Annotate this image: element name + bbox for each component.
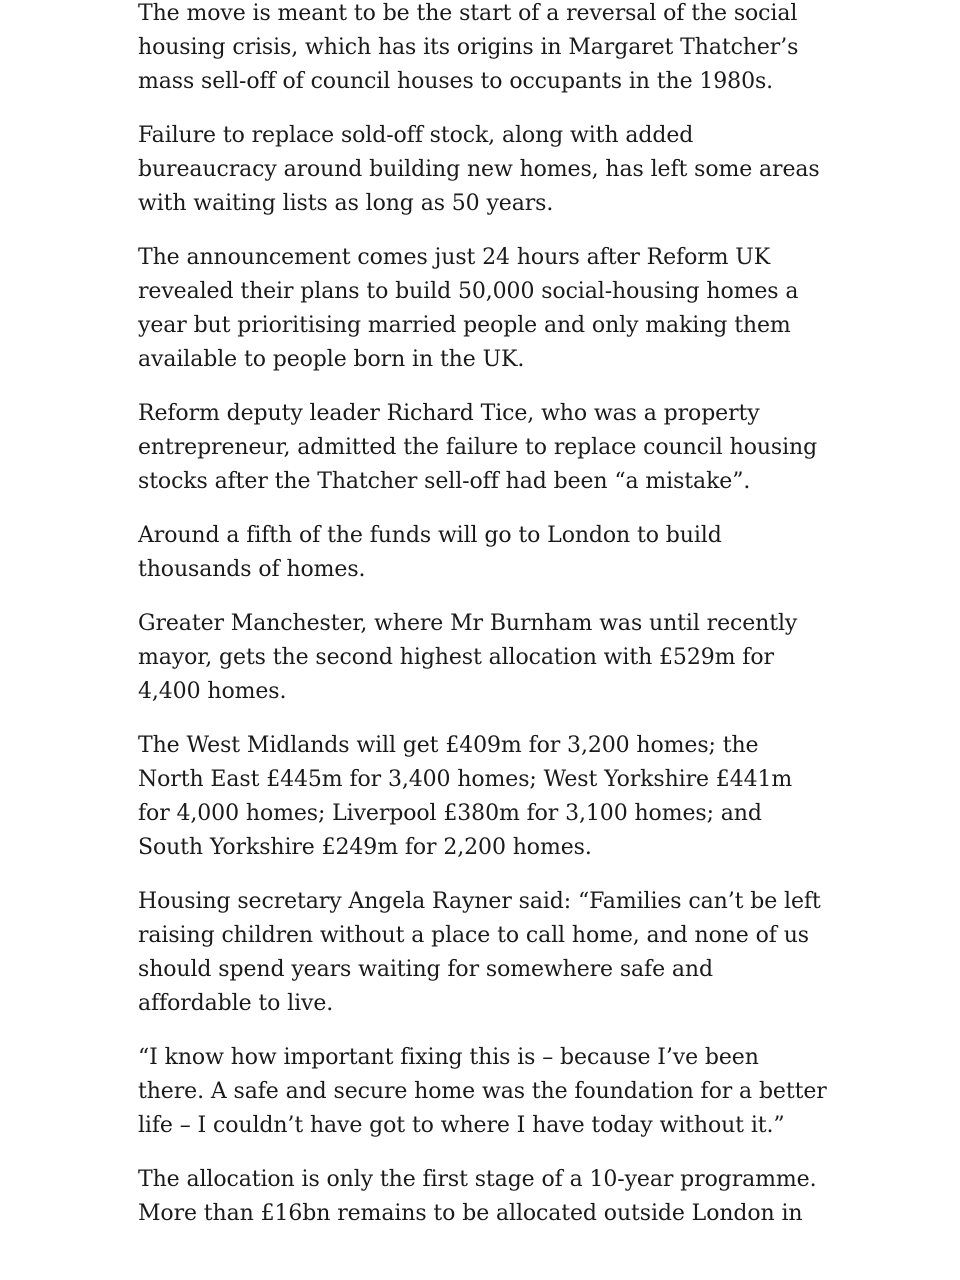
paragraph-regional-allocations: The West Midlands will get £409m for 3,200 homes; the North East £445m for 3,400 homes; West Yorkshire £441m for 4,000 homes; Liverpool £380m for 3,100 homes; and South Yorkshire £249m for 2,200 homes.	[138, 733, 793, 860]
paragraph-waiting-lists: Failure to replace sold-off stock, along with added bureaucracy around building new homes, has left some areas with waiting lists as long as 50 years.	[138, 123, 820, 216]
article-body	[138, 0, 828, 1251]
paragraph-richard-tice: Reform deputy leader Richard Tice, who was a property entrepreneur, admitted the failure to replace council housing stocks after the Thatcher sell-off had been “a mistake”.	[138, 401, 818, 494]
paragraph-greater-manchester: Greater Manchester, where Mr Burnham was until recently mayor, gets the second highest allocation with £529m for 4,400 homes.	[138, 611, 798, 704]
paragraph-rayner-quote-continued: “I know how important fixing this is – because I’ve been there. A safe and secure home was the foundation for a better life – I couldn’t have got to where I have today without it.”	[138, 1045, 827, 1138]
paragraph-ten-year-programme: The allocation is only the first stage of a 10-year programme. More than £16bn remains to be allocated outside London in	[138, 1167, 817, 1226]
paragraph-reform-plans: The announcement comes just 24 hours after Reform UK revealed their plans to build 50,000 social-housing homes a year but prioritising married people and only making them available to people born in the UK.	[138, 245, 799, 372]
paragraph-rayner-quote: Housing secretary Angela Rayner said: “Families can’t be left raising children without a place to call home, and none of us should spend years waiting for somewhere safe and affordable to live.	[138, 889, 821, 1016]
paragraph-london-share: Around a fifth of the funds will go to London to build thousands of homes.	[138, 523, 722, 582]
paragraph-thatcher-selloff: The move is meant to be the start of a reversal of the social housing crisis, which has its origins in Margaret Thatcher’s mass sell-off of council houses to occupants in the 1980s.	[138, 1, 799, 94]
